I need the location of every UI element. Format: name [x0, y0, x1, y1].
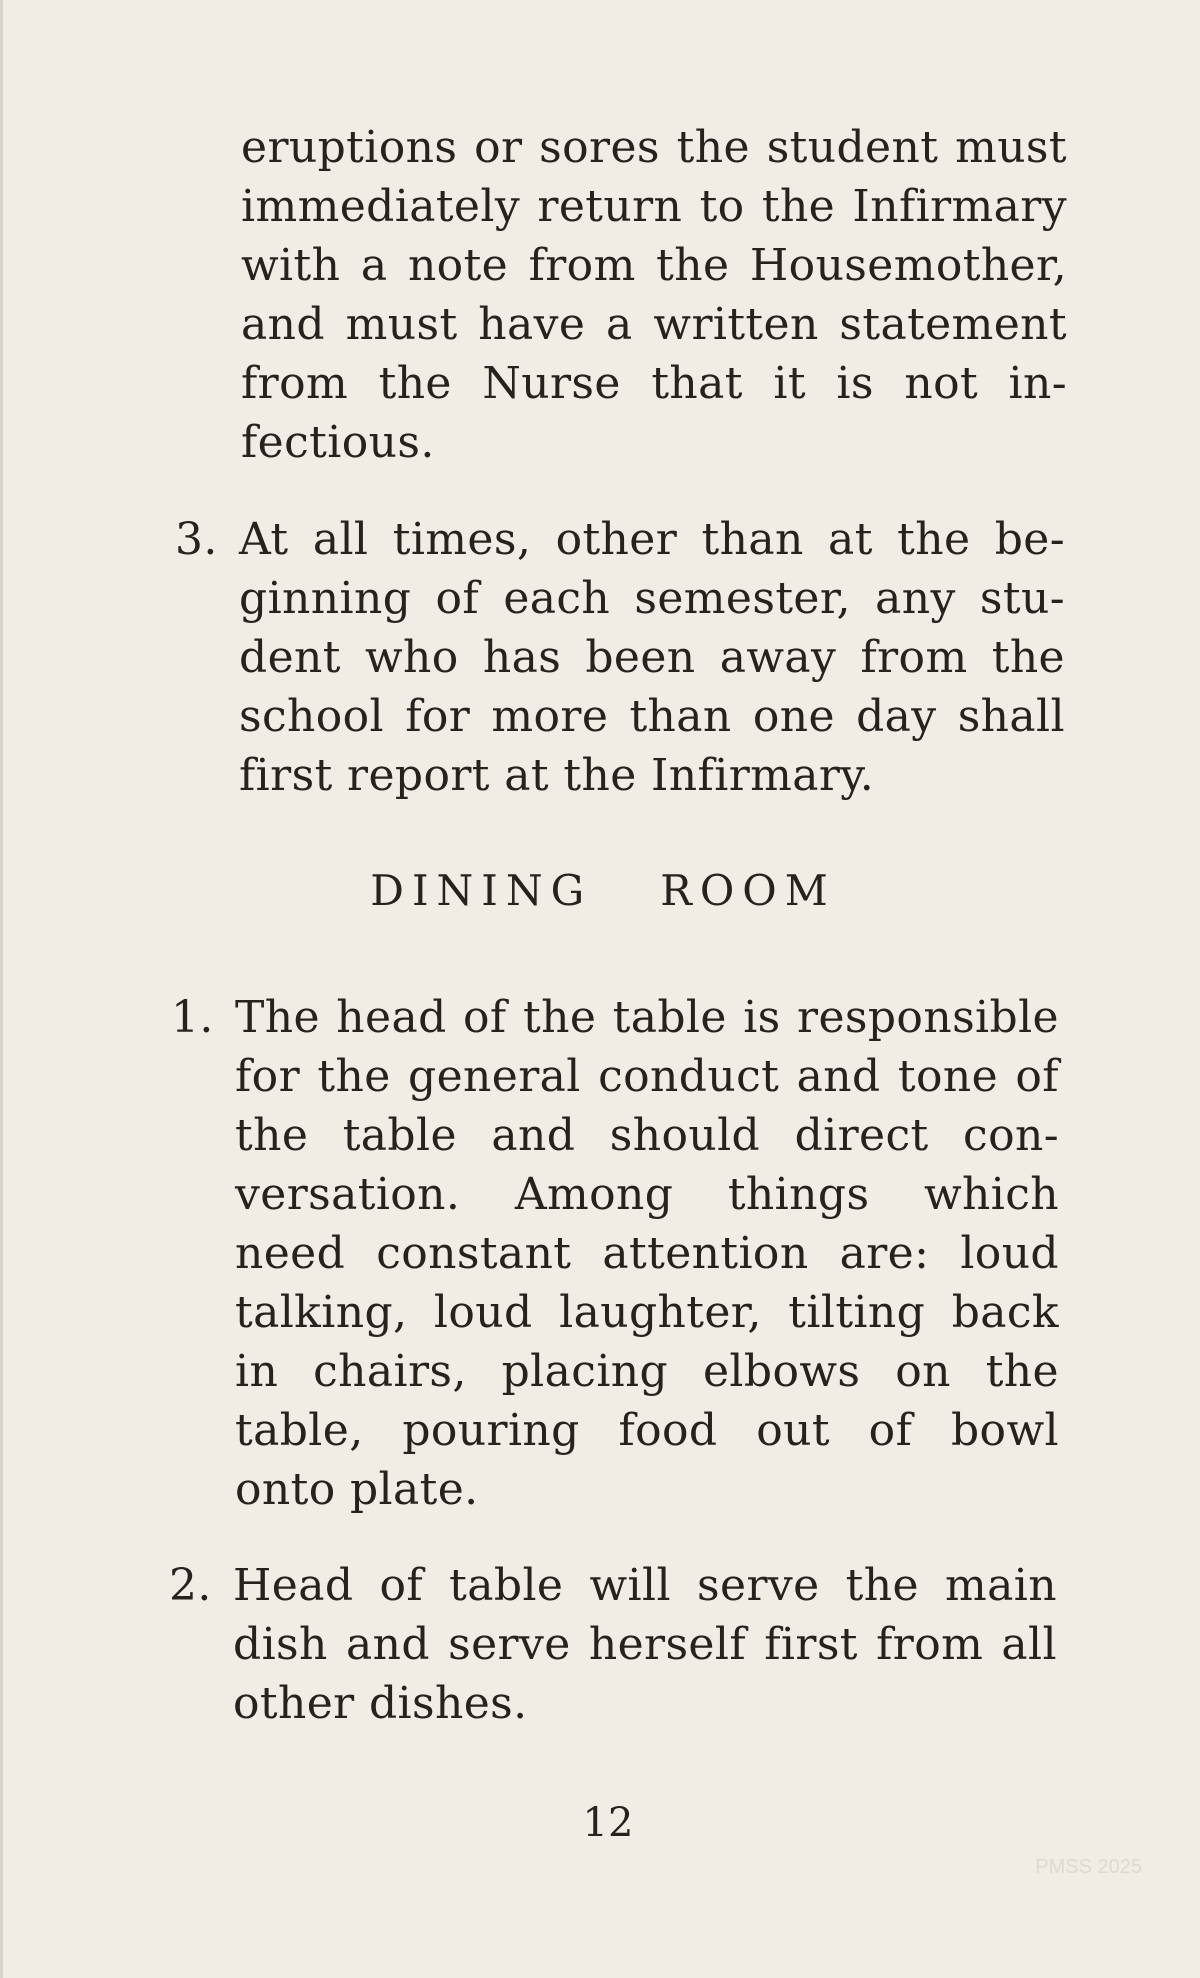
text-line: At all times, other than at the be-: [239, 514, 1065, 565]
text-line: other dishes.: [233, 1678, 528, 1729]
text-line: need constant attention are: loud: [235, 1228, 1059, 1279]
page-number: 12: [582, 1800, 634, 1846]
item-number: 3.: [175, 514, 218, 565]
heading-word: DINING: [370, 866, 593, 915]
text-line: fectious.: [241, 417, 435, 468]
continuation-paragraph: [241, 118, 1067, 472]
text-line: eruptions or sores the student must: [241, 122, 1067, 173]
text-line: first report at the Infirmary.: [239, 750, 875, 801]
text-line: immediately return to the Infirmary: [241, 181, 1067, 232]
text-line: in chairs, placing elbows on the: [235, 1346, 1059, 1397]
text-line: ginning of each semester, any stu-: [239, 573, 1065, 624]
text-line: Head of table will serve the main: [233, 1560, 1057, 1611]
text-line: dish and serve herself first from all: [233, 1619, 1057, 1670]
text-line: and must have a written statement: [241, 299, 1067, 350]
text-line: dent who has been away from the: [239, 632, 1065, 683]
text-line: with a note from the Housemother,: [241, 240, 1067, 291]
text-line: school for more than one day shall: [239, 691, 1065, 742]
item-number: 2.: [169, 1560, 212, 1611]
item-body: [235, 988, 1059, 1519]
text-line: the table and should direct con-: [235, 1110, 1059, 1161]
text-line: for the general conduct and tone of: [235, 1051, 1059, 1102]
heading-word: ROOM: [660, 866, 836, 915]
text-line: from the Nurse that it is not in-: [241, 358, 1067, 409]
item-number: 1.: [171, 992, 214, 1043]
text-line: table, pouring food out of bowl: [235, 1405, 1059, 1456]
list-item-3: [175, 510, 1065, 805]
section-heading: [3, 866, 1200, 915]
item-body: [233, 1556, 1057, 1733]
text-line: talking, loud laughter, tilting back: [235, 1287, 1059, 1338]
watermark: PMSS 2025: [1035, 1856, 1142, 1878]
dining-list-item-1: [171, 988, 1059, 1519]
dining-list-item-2: [169, 1556, 1057, 1733]
text-line: versation. Among things which: [235, 1169, 1059, 1220]
item-body: [239, 510, 1065, 805]
text-line: onto plate.: [235, 1464, 479, 1515]
text-line: The head of the table is responsible: [235, 992, 1059, 1043]
